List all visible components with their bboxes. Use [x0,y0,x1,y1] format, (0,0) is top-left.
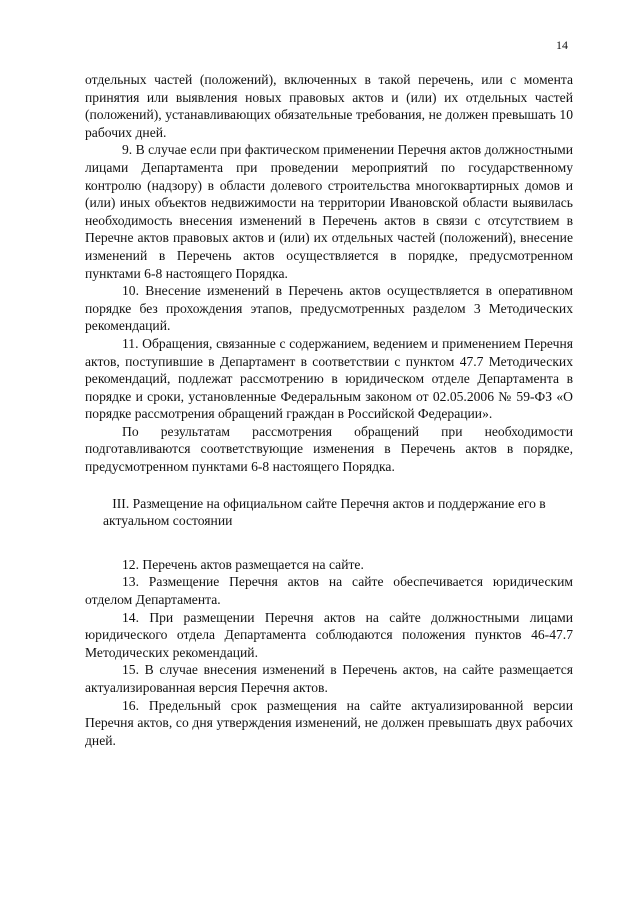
paragraph-13: 13. Размещение Перечня актов на сайте обеспечивается юридическим отделом Департамента. [85,574,573,608]
document-body [85,71,573,749]
paragraph-15: 15. В случае внесения изменений в Перечень актов, на сайте размещается актуализированная версия Перечня актов. [85,662,573,695]
paragraph-10: 10. Внесение изменений в Перечень актов осуществляется в оперативном порядке без прохождения этапов, предусмотренных разделом 3 Методических рекомендаций. [85,283,573,334]
page-number: 14 [556,38,568,52]
paragraph-16: 16. Предельный срок размещения на сайте актуализированной версии Перечня актов, со дня утверждения изменений, не должен превышать двух рабочих дней. [85,697,573,748]
paragraph-continuation: отдельных частей (положений), включенных в такой перечень, или с момента принятия или выявления новых правовых актов и (или) их отдельных частей (положений), устанавливающих обязательные требования, не должен превышать 10 рабочих дней. [85,72,573,140]
paragraph-14: 14. При размещении Перечня актов на сайте должностными лицами юридического отдела Департамента соблюдаются положения пунктов 46-47.7 Методических рекомендаций. [85,609,573,660]
paragraph-12: 12. Перечень актов размещается на сайте. [122,556,364,572]
section-heading: III. Размещение на официальном сайте Перечня актов и поддержание его в актуальном состоянии [103,495,546,529]
paragraph-11: 11. Обращения, связанные с содержанием, ведением и применением Перечня актов, поступившие в Департамент в соответствии с пунктом 47.7 Методических рекомендаций, подлежат рассмотрению в юридическом отделе Департамента в порядке и сроки, установленные Федеральным законом от 02.05.2006 № 59-ФЗ «О порядке рассмотрения обращений граждан в Российской Федерации». [85,335,573,422]
paragraph-11-results: По результатам рассмотрения обращений при необходимости подготавливаются соответствующие изменения в Перечень актов в порядке, предусмотренном пунктами 6-8 настоящего Порядка. [85,423,573,475]
paragraph-9: 9. В случае если при фактическом применении Перечня актов должностными лицами Департамента при проведении мероприятий по государственному контролю (надзору) в области долевого строительства многоквартирных домов и (или) иных объектов недвижимости на территории Ивановской области выявилась необходимость внесения изменений в Перечень актов в связи с отсутствием в Перечне актов правовых актов и (или) их отдельных частей (положений), внесение изменений в Перечень актов осуществляется в порядке, предусмотренном пунктами 6-8 настоящего Порядка. [85,142,573,281]
